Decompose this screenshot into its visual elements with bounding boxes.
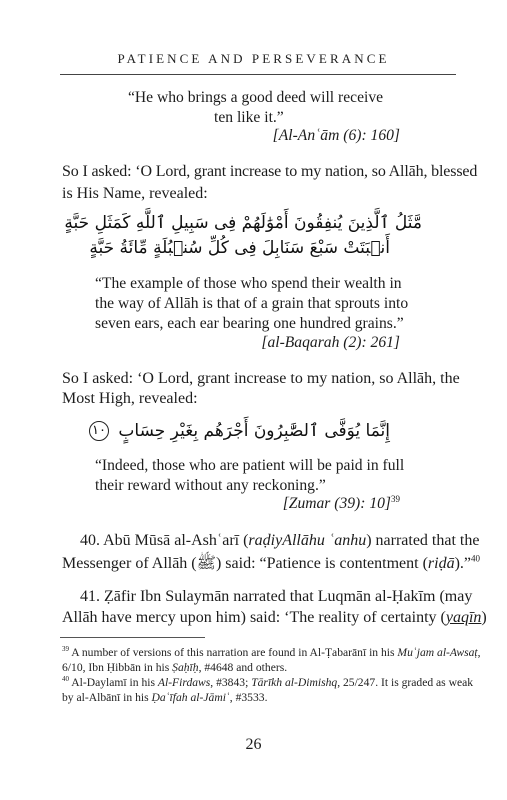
footnote-39-line1: $^{39}$ A number of versions of this narration are found in Al-Ṭabarānī in his Muʿjam al-Awsaṭ, — [62, 645, 481, 659]
arabic-verse-2: إِنَّمَا يُوَفَّى ٱلصَّٰبِرُونَ أَجْرَهُم بِغَيْرِ حِسَابٍ ١٠ — [140, 420, 390, 441]
footnote-rule — [60, 637, 205, 638]
footnote-40-line1: $^{40}$ Al-Daylamī in his Al-Firdaws, #3843; Tārīkh al-Dimishq, 25/247. It is graded as weak — [62, 675, 474, 689]
quote3-line2: their reward without any reckoning.” — [95, 477, 326, 494]
quote2-line1: “The example of those who spend their wealth in — [95, 275, 402, 292]
arabic-verse-1-line1: مَّثَلُ ٱلَّذِينَ يُنفِقُونَ أَمْوَٰلَهُمْ فِى سَبِيلِ ٱللَّهِ كَمَثَلِ حَبَّةٍ — [64, 213, 422, 233]
footnote-39-line2: 6/10, Ibn Ḥibbān in his Ṣaḥīḥ, #4648 and others. — [62, 661, 288, 674]
para1-line1: So I asked: ‘O Lord, grant increase to my nation, so Allāh, blessed — [62, 163, 478, 180]
quote1-line2: ten like it.” — [214, 109, 284, 126]
arabic-verse-1-line2: أَنۢبَتَتْ سَبْعَ سَنَابِلَ فِى كُلِّ سُنۢبُلَةٍ مِّائَةُ حَبَّةٍ — [89, 238, 390, 258]
para2-line2: Most High, revealed: — [62, 390, 198, 407]
quote2-reference: [al-Baqarah (2): 261] — [261, 334, 400, 351]
quote3-line1: “Indeed, those who are patient will be paid in full — [95, 457, 405, 474]
quote2-line3: seven ears, each ear bearing one hundred grains.” — [95, 315, 404, 332]
header-rule — [60, 74, 456, 75]
hadith41-line2: Allāh have mercy upon him) said: ‘The reality of certainty (yaqīn) — [62, 609, 487, 626]
hadith40-line1: 40. Abū Mūsā al-Ashʿarī (raḍiyAllāhu ʿanhu) narrated that the — [80, 532, 480, 549]
footnote-40-line2: by al-Albānī in his Ḍaʿīfah al-Jāmiʿ, #3533. — [62, 691, 268, 704]
quote2-line2: the way of Allāh is that of a grain that sprouts into — [95, 295, 409, 312]
ayah-number-marker: ١٠ — [89, 421, 109, 441]
hadith40-line2: Messenger of Allāh (ﷺ) said: “Patience is contentment (riḍā).”$^{40}$ — [62, 553, 481, 572]
running-head: PATIENCE AND PERSEVERANCE — [117, 51, 390, 66]
hadith41-line1: 41. Ẓāfir Ibn Sulaymān narrated that Luqmān al-Ḥakīm (may — [80, 588, 473, 605]
quote3-reference: [Zumar (39): 10]$^{39}$ — [282, 493, 400, 512]
para2-line1: So I asked: ‘O Lord, grant increase to my nation, so Allāh, the — [62, 370, 460, 387]
quote1-reference: [Al-Anʿām (6): 160] — [272, 127, 400, 144]
page-number: 26 — [245, 736, 262, 753]
quote1-line1: “He who brings a good deed will receive — [128, 89, 384, 106]
para1-line2: is His Name, revealed: — [62, 185, 208, 202]
